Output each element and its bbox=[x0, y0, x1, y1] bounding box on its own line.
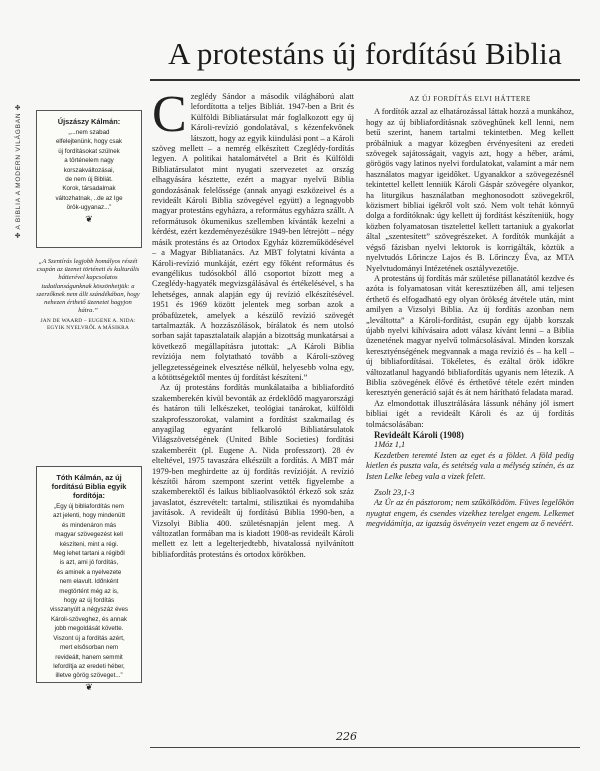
page-number: 226 bbox=[336, 730, 357, 743]
section-heading: AZ ÚJ FORDÍTÁS ELVI HÁTTERE bbox=[409, 95, 531, 103]
page-title: A protestáns új fordítású Biblia bbox=[168, 36, 562, 71]
paragraph-text: zeglédy Sándor a második világháború alatt lefordította a teljes Bibliát. 1947-ben a Brit és Külföldi Bibliatársulat már foglalkozott egy új Károli-revízió gondolatával, s kézenfekvőnek látszott, hogy az egyik kiindulási pont – a Károli szöveg mellett – a nemrég elkészített Czeglédy-fordítás legyen. A politikai hatalomátvétel a Brit és Külföldi Bibliatársulatot mint nyugati szervezetet az ország elhagyására késztette, ezért a magyar nyelvű Biblia gondozásának felelőssége (annak anyagi eszközeivel és a revideált Károli Biblia szövegével együtt) a legnagyobb magyar protestáns egyházra, a református egyházra szállt. A reformátusok ökumenikus szellemben kívánták kezelni a kérdést, ezért kezdeményezésükre 1949-ben létrejött – négy másik protestáns és az Ortodox Egyház közreműködésével – a Magyar Bibliatanács. Az MBT folytatni kívánta a Károli-revízió munkáját, ezért egy főként református és evangélikus tudósokból álló csoportot bízott meg a Czeglédy-hagyaték megvizsgálásával és értékelésével, s ha lehetséges, annak alapján egy új revízió elkészítésével. 1951 és 1969 között jelentek meg sorban azok a próbafüzetek, amelyek a készülő revízió szövegét tartalmazták. A hozzászólások, bírálatok és nem utolsó sorban saját tapasztalataik alapján a bizottság munkatársai a következő megállapításra jutottak: „A Károli Biblia revíziója nem folytatható tovább a Károli-szöveg jellegzetességeinek elvesztése nélkül, helyesebb volna egy, a kötöttségektől mentes új fordítást készíteni.” bbox=[152, 92, 354, 382]
paragraph: Az új protestáns fordítás munkálataiba a bibliafordító szakemberekén kívül bevonták az érdeklődő magyarországi és határon túli lelkészeket, teológiai tanárokat, külföldi szakprofesszorokat, valamint a fordítást szakmailag és anyagilag egyaránt felkaroló Bibliatársulatok Világszövetségének (United Bible Societies) fordítási szakemberéit (pl. Eugene A. Nida professzort). 28 év elteltével, 1975 tavaszára elkészült a fordítás. A MBT már 1979-ben meghirdette az új fordítás revízióját. A revízió készítői három szempont szerint vették figyelembe a szakemberektől és laikus bibliaolvasóktól érkező sok száz javaslatot, észrevételt: tartalmi, stilisztikai és nyomdahibа javítások. A revideált új fordítású Biblia 1990-ben, a Vizsolyi Biblia 400. születésnapján jelent meg. A változatlan formában ma is kiadott 1908-as revideált Károli mellett ez lett a legelterjedtebb, hivatalossá nyilvánított bibliafordítás protestáns és ortodox körökben. bbox=[152, 383, 354, 559]
paragraph: A fordítók azzal az elhatározással láttak hozzá a munkához, hogy az új bibliafordításnak szöveghűnek kell lenni, nem betű szerint, hanem tartalmi tekintetben. Meg kellett próbálniuk a magyar közegben érvényesíteni az eredeti szövegek sajátosságait, vagyis azt, hogy a héber, arámi, görögös vagy latinos nyelvi fordulatokat, valamint a már nem használatos magyar igeidőket. Ugyanakkor a szövegezésnél tekintettel kellett lenniük Károli Gáspár szövegére olyankor, ha liturgikus használatban meghonosodott szövegekről, közismert bibliai igékről volt szó. Nem volt tehát könnyű dolga a fordítóknak: úgy kellett új fordítást készíteniük, hogy közben folyamatosan tisztelettel kellett tartaniuk a gyakorlat által „szentesített” szövegrészeket. A fordítók munkáját a végső fázisban nyelvi lektorok is korrigálták, köztük a nyelvtudós Lőrincze Lajos és B. Lőrinczy Éva, az MTA Nyelvtudományi Intézetének osztályvezetője. bbox=[366, 107, 574, 273]
side-label: ✤ A BIBLIA A MODERN VILÁGBAN ✤ bbox=[15, 103, 22, 238]
paragraph: A protestáns új fordítás már születése pillanatától kezdve és azóta is folyamatosan vitát keresztüzében áll, ami teljesen érthető és elfogadható egy olyan örökség átvétele után, mint amilyen a Vizsolyi Biblia. Az új fordítás azonban nem „leváltotta” a Károli-fordítást, csupán egy újabb korszak újabb nyelvi kihívásaira adott válasz kívánt lenni – a Biblia üzenetének magyar nyelvű tolmácsolásával. Minden korszak keresztyénségének megvannak a maga revízió és – ha kell – új bibliafordításai. Tökéletes, és ezáltal örök időkre változatlanul hagyandó bibliafordítás ugyanis nem létezik. A Biblia szövegének élővé és érthetővé tétele ezért minden keresztyén generáció saját és át nem hárítható feladata marad. bbox=[366, 273, 575, 398]
text-column-left bbox=[152, 86, 354, 560]
fleuron-icon: ❦ bbox=[85, 213, 93, 224]
quote-box-text: „...nem szabad elfelejtenünk, hogy csak új fordításokat szülnek a történelem nagy korszakváltozásai, de nem új Bibliát. Korok, társadalmak változhatnak, ..de az Ige örök-ugyanaz...” bbox=[55, 129, 123, 212]
paragraph: Az elmondottak illusztrálására lássunk néhány jól ismert bibliai igét a revideált Károli és az új fordítás tolmácsolásában: bbox=[366, 398, 574, 429]
subheading-karoli: Revideált Károli (1908) bbox=[374, 430, 464, 440]
nida-quote-source: JAN DE WAARD – EUGENE A. NIDA: EGYIK NYELVRŐL A MÁSIKRA bbox=[40, 318, 136, 332]
side-strip bbox=[14, 103, 26, 240]
verse-reference: Zsolt 23,1-3 bbox=[374, 488, 415, 498]
verse-reference: 1Móz 1,1 bbox=[374, 440, 406, 450]
footer-rule bbox=[150, 747, 580, 748]
quote-box-head: Tóth Kálmán, az új fordítású Biblia egyik fordítója: bbox=[51, 473, 127, 500]
drop-cap: C bbox=[152, 86, 187, 143]
paragraph bbox=[152, 86, 354, 383]
text-column-right bbox=[366, 92, 574, 530]
quote-box-toth bbox=[36, 466, 142, 692]
nida-quote bbox=[36, 258, 140, 332]
verse-text: Az Úr az én pásztorom; nem szűkölködöm. Füves legelőkön nyugtat engem, és csendes vizekhez terelget engem. Lelkemet megvidámítja, az igazság ösvényein vezet engem az ő nevéért. bbox=[366, 498, 574, 529]
quote-box-ujszaszy bbox=[36, 110, 142, 248]
quote-box-head: Újszászy Kálmán: bbox=[57, 117, 121, 126]
title-rule bbox=[150, 79, 580, 81]
fleuron-icon: ❦ bbox=[85, 681, 93, 692]
quote-box-text: „Egy új bibliafordítás nem azt jelenti, hogy mindenütt és mindenáron más magyar szövegezést kell készíteni, mint a régi. Meg lehet tartani a régiből is azt, ami jó fordítás, és aminek a nyelvezete nem elavult. Időnként megtörtént még az is, hogy az új fordítás visszanyúlt a négyszáz éves Károli-szöveghez, és annak jobb megoldását követte. Viszont új a fordítás azért, mert elsősorban nem revideált, hanem semmit lefordítja az eredeti héber, illetve görög szöveget...” bbox=[49, 503, 129, 680]
nida-quote-text: „A Szentírás legjobb homályos részét csupán az üzenet történeti és kulturális hátterével kapcsolatos tudatlanságunknak köszönhetjük: a szerzőknek nem állt szándékában, hogy nehezen érthető üzenetet hagyjon hátra.” bbox=[36, 258, 140, 315]
verse-text: Kezdetben teremté Isten az eget és a földet. A föld pedig kietlen és puszta vala, és setétség vala a mélység színén, és az Isten Lelke lebeg vala a vizek felett. bbox=[366, 450, 574, 481]
